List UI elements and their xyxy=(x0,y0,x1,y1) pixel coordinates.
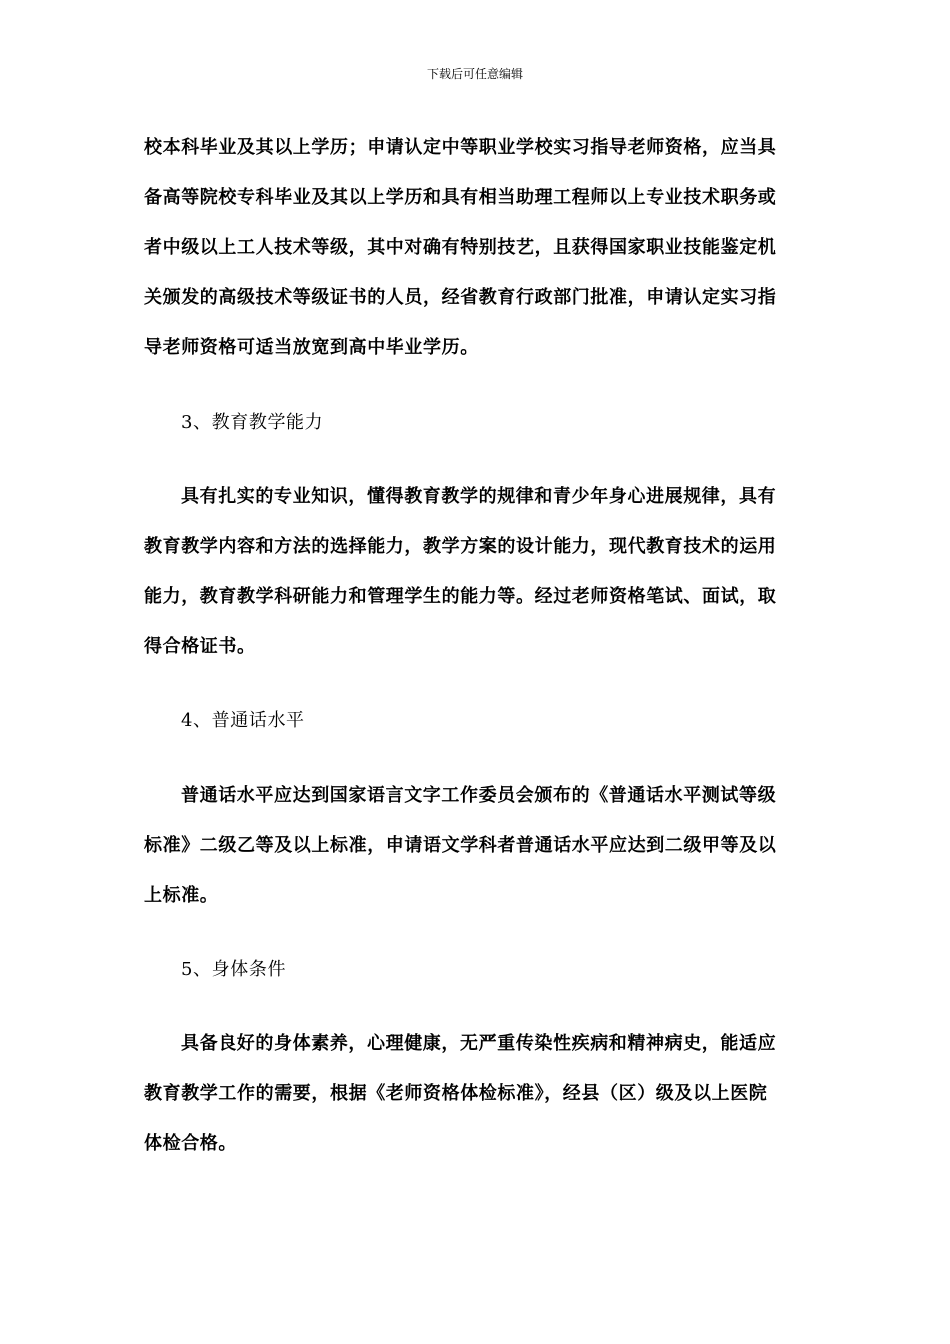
paragraph-line: 具备良好的身体素养，心理健康，无严重传染性疾病和精神病史，能适应 xyxy=(181,1033,777,1054)
paragraph-line: 体检合格。 xyxy=(144,1133,237,1154)
paragraph-line: 得合格证书。 xyxy=(144,636,256,657)
paragraph-line: 具有扎实的专业知识，懂得教育教学的规律和青少年身心进展规律，具有 xyxy=(181,486,777,507)
paragraph-line: 教育教学内容和方法的选择能力，教学方案的设计能力，现代教育技术的运用 xyxy=(144,536,777,557)
paragraph-line: 能力，教育教学科研能力和管理学生的能力等。经过老师资格笔试、面试，取 xyxy=(144,586,777,607)
paragraph-line: 导老师资格可适当放宽到高中毕业学历。 xyxy=(144,337,479,358)
paragraph-line: 上标准。 xyxy=(144,885,219,906)
paragraph-line: 教育教学工作的需要，根据《老师资格体检标准》，经县（区）级及以上医院 xyxy=(144,1083,768,1104)
paragraph-line: 关颁发的高级技术等级证书的人员，经省教育行政部门批准，申请认定实习指 xyxy=(144,287,777,308)
paragraph-line: 校本科毕业及其以上学历；申请认定中等职业学校实习指导老师资格，应当具 xyxy=(144,137,777,158)
paragraph-line: 者中级以上工人技术等级，其中对确有特别技艺，且获得国家职业技能鉴定机 xyxy=(144,237,777,258)
page-header: 下载后可任意编辑 xyxy=(426,67,523,81)
section-heading: 4、普通话水平 xyxy=(181,710,305,731)
paragraph-line: 标准》二级乙等及以上标准，申请语文学科者普通话水平应达到二级甲等及以 xyxy=(144,835,777,856)
section-heading: 3、教育教学能力 xyxy=(181,412,324,433)
paragraph-line: 备高等院校专科毕业及其以上学历和具有相当助理工程师以上专业技术职务或 xyxy=(144,187,777,208)
section-heading: 5、身体条件 xyxy=(181,959,287,980)
paragraph-line: 普通话水平应达到国家语言文字工作委员会颁布的《普通话水平测试等级 xyxy=(181,785,777,806)
